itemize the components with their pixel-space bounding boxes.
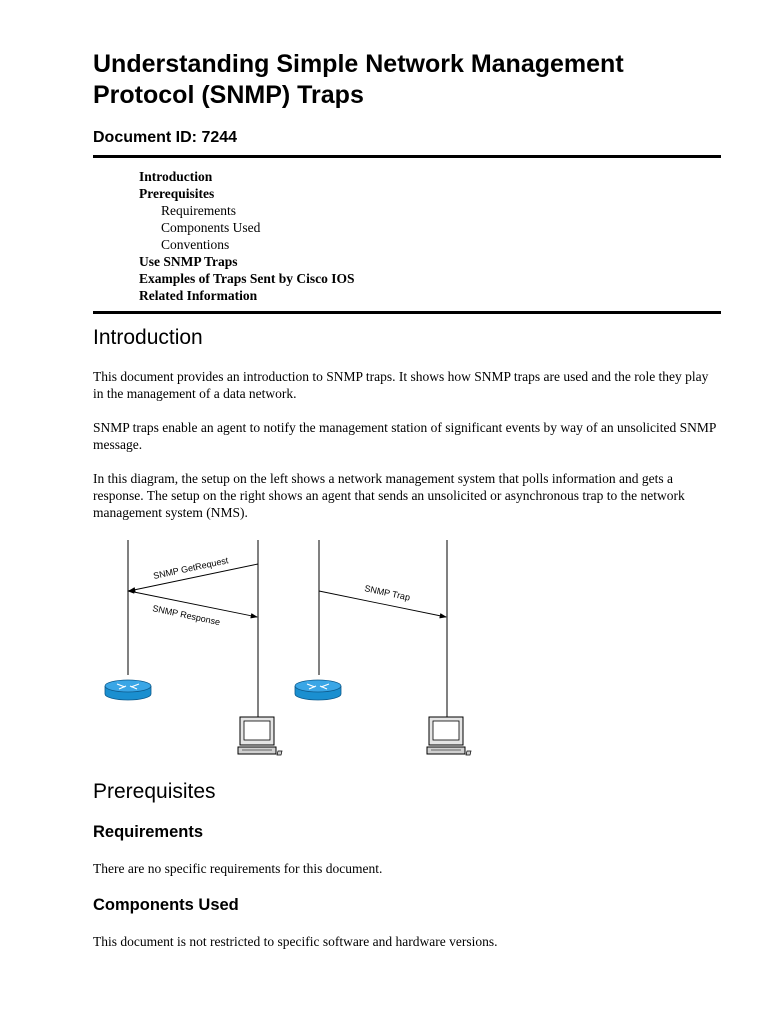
document-title-line1: Understanding Simple Network Management	[93, 50, 624, 78]
left-router-icon	[105, 680, 151, 700]
left-computer-icon	[238, 717, 282, 755]
toc-item-introduction[interactable]: Introduction	[139, 169, 213, 184]
document-id: Document ID: 7244	[93, 129, 238, 146]
toc-item-conventions[interactable]: Conventions	[161, 237, 230, 252]
components-used-text: This document is not restricted to specific software and hardware versions.	[93, 934, 498, 949]
requirements-text: There are no specific requirements for this document.	[93, 861, 383, 876]
response-label: SNMP Response	[151, 603, 222, 628]
requirements-heading: Requirements	[93, 823, 204, 841]
components-used-heading: Components Used	[93, 896, 239, 914]
right-computer-icon	[427, 717, 471, 755]
introduction-paragraph-2: SNMP traps enable an agent to notify the management station of significant events by way of an unsolicited SNMP message.	[93, 420, 716, 452]
toc-item-prerequisites[interactable]: Prerequisites	[139, 186, 215, 201]
snmp-trap-diagram	[100, 535, 500, 765]
toc-item-related-information[interactable]: Related Information	[139, 288, 258, 303]
toc-item-examples-of-traps[interactable]: Examples of Traps Sent by Cisco IOS	[139, 271, 355, 286]
prerequisites-heading: Prerequisites	[93, 780, 216, 803]
getrequest-label: SNMP GetRequest	[152, 555, 230, 581]
table-of-contents	[139, 168, 355, 304]
introduction-paragraph-3: In this diagram, the setup on the left shows a network management system that polls information and gets a response. The setup on the right shows an agent that sends an unsolicited or asynchronous trap to the network management system (NMS).	[93, 471, 685, 520]
top-divider	[93, 155, 721, 158]
toc-item-requirements[interactable]: Requirements	[161, 203, 236, 218]
introduction-heading: Introduction	[93, 326, 203, 349]
document-title-line2: Protocol (SNMP) Traps	[93, 81, 364, 109]
toc-item-components-used[interactable]: Components Used	[161, 220, 261, 235]
trap-label: SNMP Trap	[363, 583, 412, 603]
right-router-icon	[295, 680, 341, 700]
toc-item-use-snmp-traps[interactable]: Use SNMP Traps	[139, 254, 238, 269]
toc-bottom-divider	[93, 311, 721, 314]
document-title	[93, 49, 721, 111]
introduction-paragraph-1: This document provides an introduction to SNMP traps. It shows how SNMP traps are used and the role they play in the management of a data network.	[93, 369, 709, 401]
